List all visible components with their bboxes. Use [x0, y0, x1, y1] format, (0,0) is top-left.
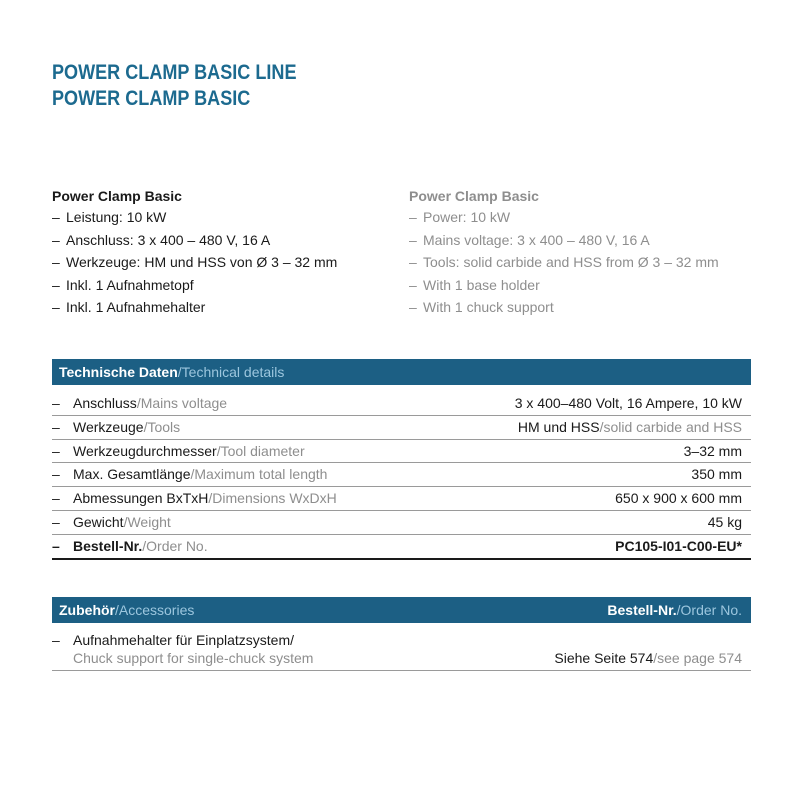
table-row: – Gewicht/Weight 45 kg [52, 511, 751, 535]
features-german [52, 186, 337, 319]
features-english-heading: Power Clamp Basic [409, 188, 539, 204]
features-german-heading: Power Clamp Basic [52, 188, 182, 204]
tech-details-header: Technische Daten/Technical details [52, 359, 751, 385]
accessories-header: Zubehör/Accessories Bestell-Nr./Order No. [52, 597, 751, 623]
table-row: – Anschluss/Mains voltage 3 x 400–480 Volt, 16 Ampere, 10 kW [52, 392, 751, 416]
accessory-row: – Aufnahmehalter für Einplatzsystem/ Chuck support for single-chuck system Siehe Seite 574/see page 574 [52, 628, 751, 671]
feature-item: – Leistung: 10 kW [52, 209, 167, 225]
tech-details-table [52, 392, 751, 560]
feature-item: – Tools: solid carbide and HSS from Ø 3 – 32 mm [409, 254, 719, 270]
feature-item: – Anschluss: 3 x 400 – 480 V, 16 A [52, 231, 271, 248]
title-line-1: POWER CLAMP BASIC LINE [52, 61, 297, 84]
feature-item: – With 1 chuck support [409, 299, 554, 315]
features-english [409, 186, 719, 319]
feature-item: – Inkl. 1 Aufnahmehalter [52, 299, 206, 315]
order-number: PC105-I01-C00-EU* [615, 537, 742, 554]
order-number-row: – Bestell-Nr./Order No. PC105-I01-C00-EU* [52, 535, 751, 560]
table-row: – Abmessungen BxTxH/Dimensions WxDxH 650 x 900 x 600 mm [52, 487, 751, 511]
feature-item: – Werkzeuge: HM und HSS von Ø 3 – 32 mm [52, 254, 338, 270]
feature-item: – With 1 base holder [409, 276, 540, 293]
table-row: – Werkzeugdurchmesser/Tool diameter 3–32 mm [52, 440, 751, 464]
table-row: – Max. Gesamtlänge/Maximum total length 350 mm [52, 463, 751, 487]
table-row: – Werkzeuge/Tools HM und HSS/solid carbide and HSS [52, 416, 751, 440]
page-title [52, 60, 336, 112]
feature-item: – Inkl. 1 Aufnahmetopf [52, 276, 194, 293]
feature-item: – Power: 10 kW [409, 209, 511, 225]
title-line-2: POWER CLAMP BASIC [52, 87, 251, 110]
feature-item: – Mains voltage: 3 x 400 – 480 V, 16 A [409, 231, 650, 248]
